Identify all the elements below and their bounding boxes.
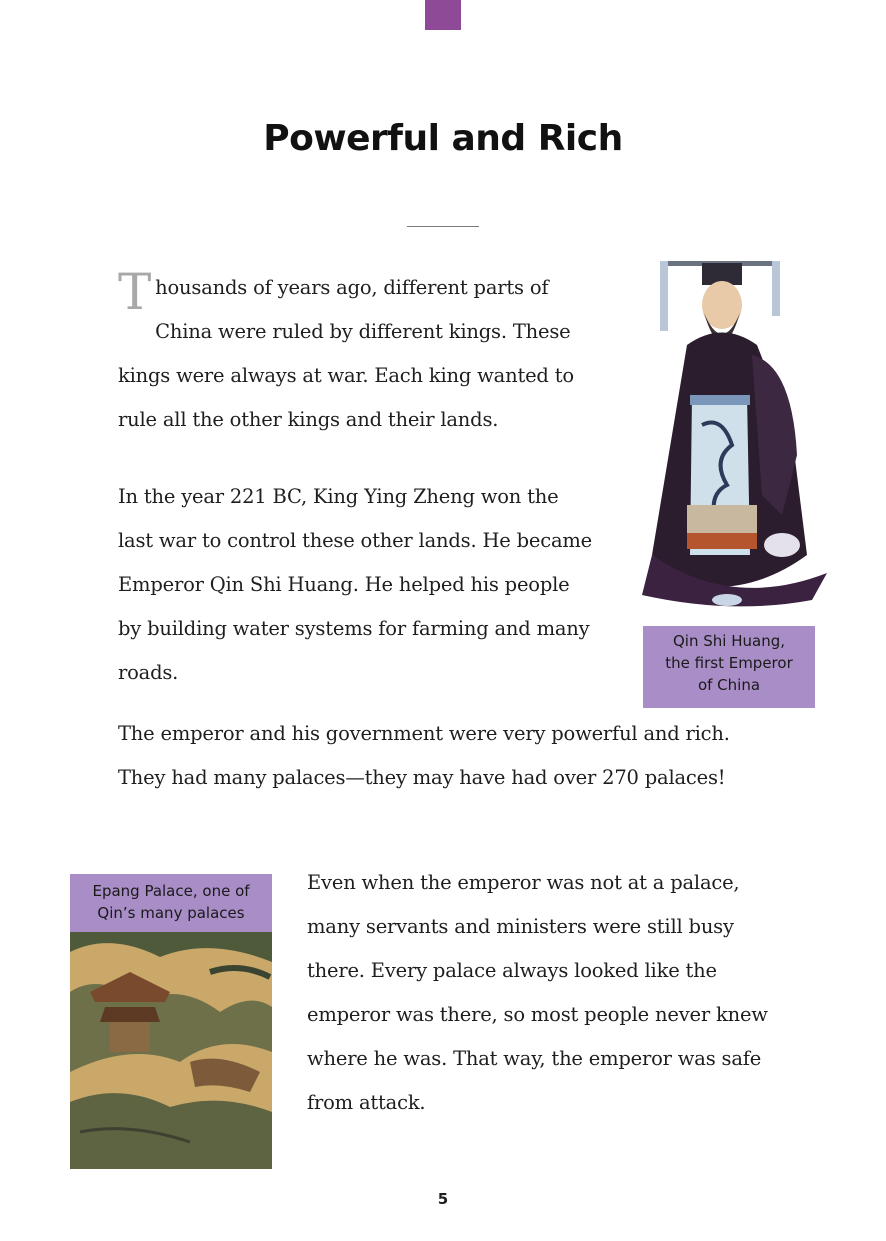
emperor-caption-line: of China xyxy=(697,676,761,694)
palace-painting-image xyxy=(70,932,272,1169)
paragraph-intro-text: housands of years ago, different parts of China were ruled by different kings. These kings were always at war. Each king wanted to rule all the other kings and their lands. xyxy=(118,276,574,431)
page-number: 5 xyxy=(437,1190,449,1208)
paragraph-intro xyxy=(118,263,608,442)
paragraph-servants: Even when the emperor was not at a palace, many servants and ministers were still busy there. Every palace always looked like the emperor was there, so most people never knew where he was. That way, the emperor was safe from attack. xyxy=(307,871,768,1114)
emperor-caption-line: Qin Shi Huang, xyxy=(673,632,785,650)
emperor-caption-line: the first Emperor xyxy=(665,654,793,672)
emperor-portrait-image xyxy=(632,255,832,615)
paragraph-palaces: The emperor and his government were very powerful and rich. They had many palaces—they may have had over 270 palaces! xyxy=(118,722,730,789)
palace-caption-line: Qin’s many palaces xyxy=(97,904,245,922)
paragraph-emperor: In the year 221 BC, King Ying Zheng won the last war to control these other lands. He became Emperor Qin Shi Huang. He helped his people by building water systems for farming and many roads. xyxy=(118,485,592,684)
page-tab-marker xyxy=(425,0,461,30)
title-divider xyxy=(407,226,479,227)
palace-caption xyxy=(70,874,272,932)
emperor-illustration xyxy=(632,255,832,615)
palace-caption-line: Epang Palace, one of xyxy=(92,882,250,900)
drop-cap: T xyxy=(118,263,152,321)
emperor-caption xyxy=(643,626,815,708)
palace-painting xyxy=(70,932,272,1169)
page-title: Powerful and Rich xyxy=(263,118,623,159)
